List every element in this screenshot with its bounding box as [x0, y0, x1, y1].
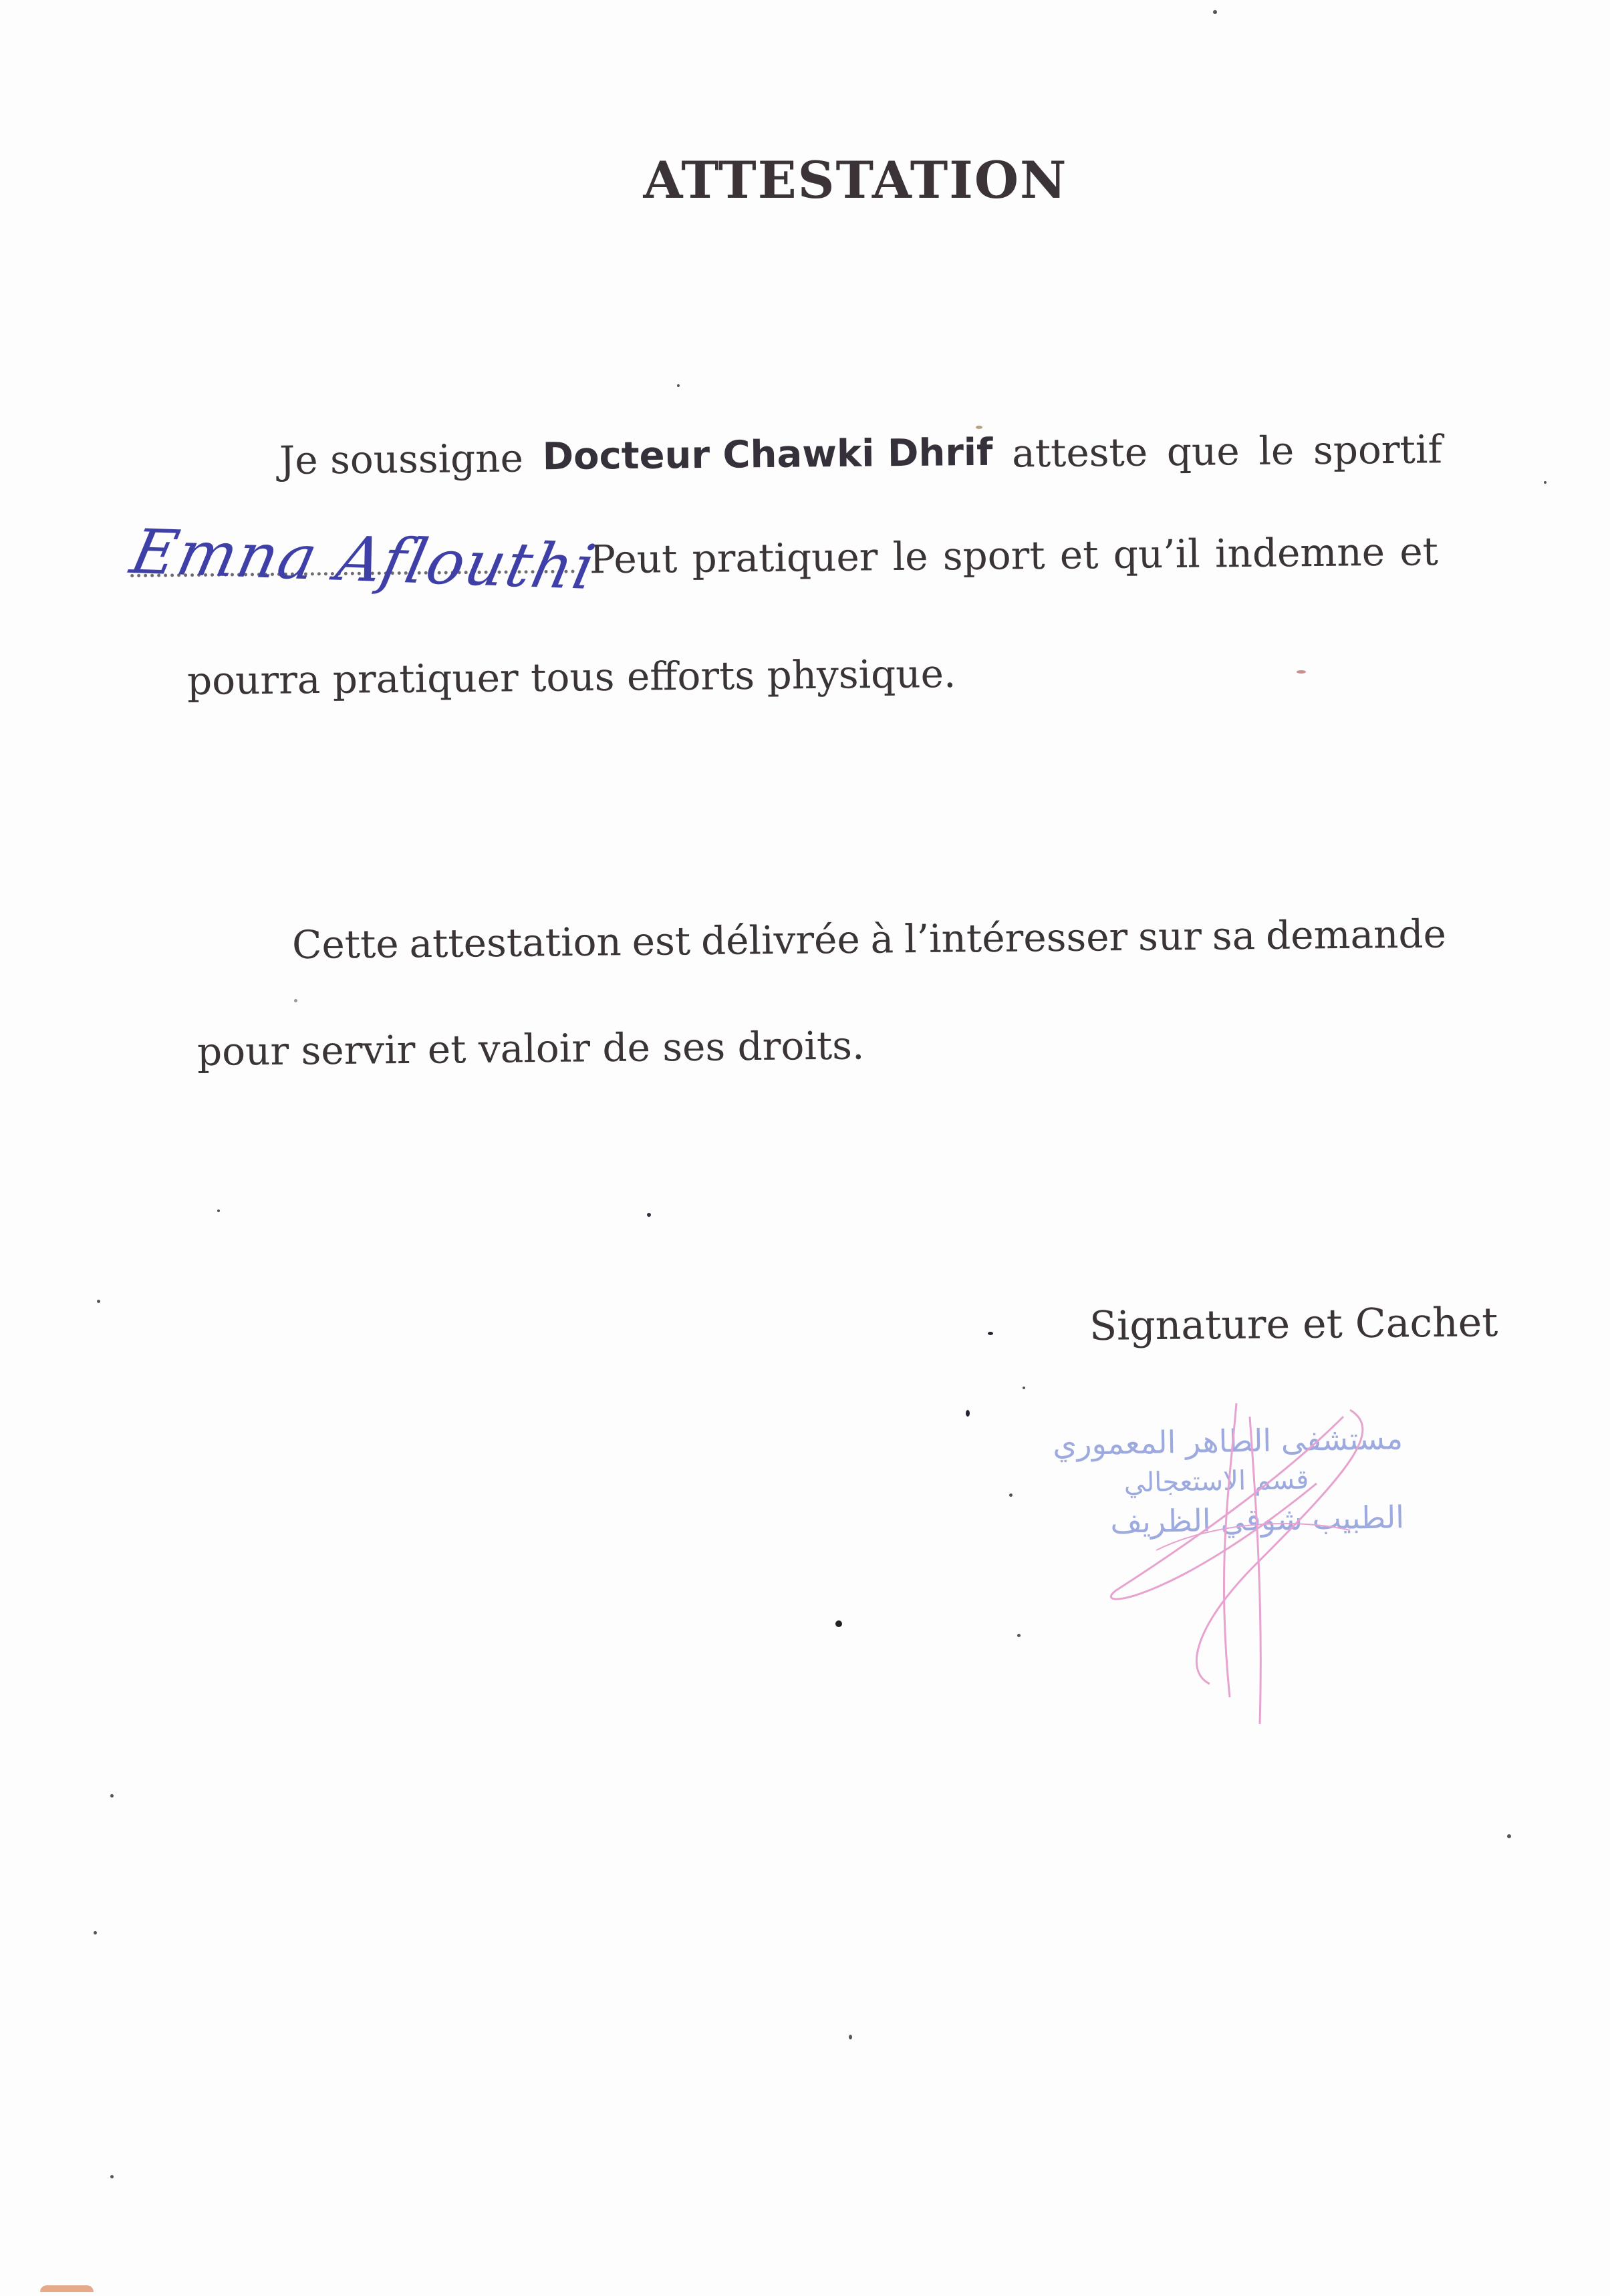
word: Cette: [291, 921, 399, 968]
word: demande: [1265, 911, 1447, 959]
scan-speck: [849, 2035, 852, 2039]
paragraph2-line2: pour servir et valoir de ses droits.: [196, 1022, 865, 1074]
word: à: [870, 916, 894, 962]
scan-speck: [835, 1620, 842, 1627]
word: délivrée: [700, 916, 861, 964]
scan-speck: [976, 426, 982, 429]
paragraph2-line1: [292, 911, 1447, 968]
word: est: [632, 918, 691, 965]
paragraph1-line1: [279, 426, 1443, 483]
scan-speck: [1213, 10, 1217, 14]
word: atteste: [1011, 429, 1148, 476]
scan-speck: [110, 1794, 114, 1798]
word: l’intéresser: [904, 913, 1128, 962]
scan-speck: [677, 384, 680, 387]
doctor-name: Docteur Chawki Dhrif: [542, 430, 993, 479]
signature-label: Signature et Cachet: [1089, 1299, 1498, 1350]
stamp-department: قسم الاستعجالي: [1123, 1464, 1309, 1499]
scan-speck: [988, 1332, 993, 1335]
scan-speck: [1544, 481, 1547, 484]
word: le: [1258, 428, 1295, 474]
word: sportif: [1313, 426, 1443, 474]
scan-speck: [110, 2175, 114, 2178]
scan-speck: [97, 1300, 100, 1303]
scan-speck: [647, 1213, 651, 1217]
handwritten-athlete-name: Emna Aflouthi: [124, 516, 603, 603]
scan-speck: [1507, 1834, 1511, 1838]
scan-speck: [1017, 1634, 1021, 1637]
stamp-hospital-name: مستشفى الطاهر المعموري: [1052, 1420, 1403, 1463]
paragraph1-line3: pourra pratiquer tous efforts physique.: [186, 650, 956, 704]
word: sur: [1137, 913, 1202, 960]
scan-speck: [966, 1410, 970, 1417]
scan-speck: [294, 999, 297, 1002]
word: que: [1166, 428, 1240, 475]
paragraph1-line2-text: Peut pratiquer le sport et qu’il indemne et: [589, 529, 1439, 583]
scan-speck: [94, 1931, 97, 1934]
word: sa: [1212, 913, 1256, 959]
text-prefix: Je soussigne: [279, 435, 524, 483]
document-title: ATTESTATION: [643, 150, 1068, 210]
scan-speck: [1023, 1387, 1025, 1389]
stamp-doctor-name: الطبيب شوقي الظريف: [1109, 1499, 1405, 1540]
scan-speck: [40, 2285, 94, 2292]
word: attestation: [409, 919, 622, 967]
handwritten-signature-icon: [1036, 1390, 1410, 1737]
scan-speck: [1297, 670, 1306, 674]
scan-speck: [217, 1209, 220, 1212]
scan-speck: [1009, 1493, 1013, 1497]
